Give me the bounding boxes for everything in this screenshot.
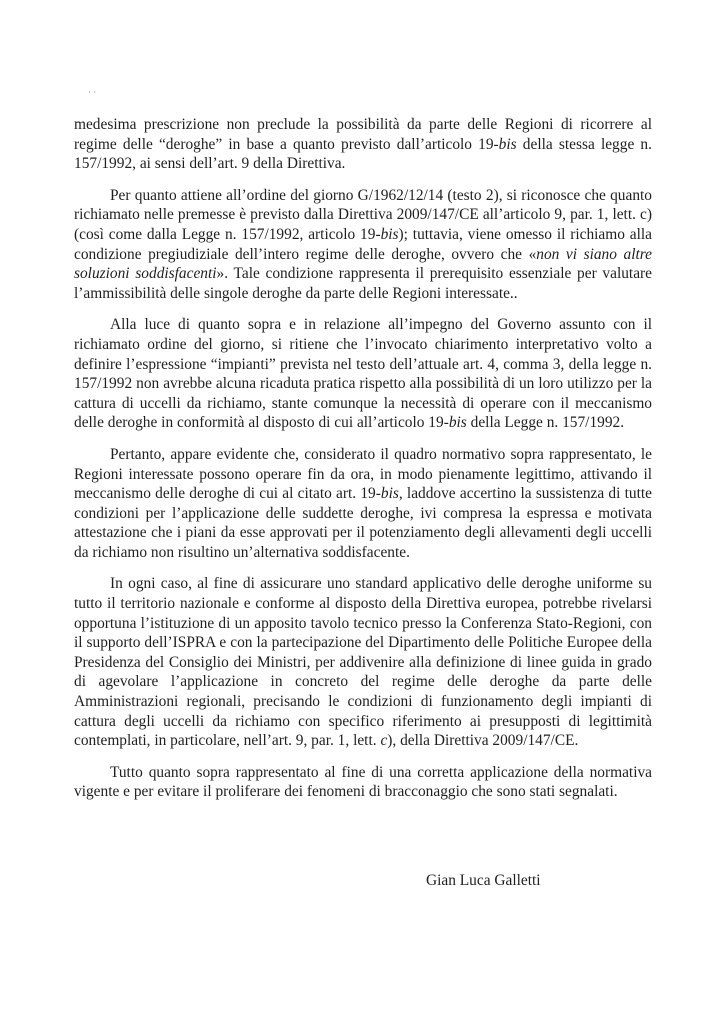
text-run: , laddove accertino la sussistenza di tutte condizioni per l’applicazione delle suddette deroghe, ivi compresa la espressa e motivata attestazione che i piani da esse approvati per il potenziamento degli allevamenti degli uccelli da richiamo non risultino un’alternativa soddisfacente. (74, 485, 652, 561)
paragraph-3 (74, 315, 652, 433)
text-run: della stessa legge n. 157/1992, ai sensi dell’art. 9 della Direttiva. (74, 135, 652, 173)
paragraph-5 (74, 574, 652, 750)
paragraph-1 (74, 115, 652, 174)
signature: Gian Luca Galletti (426, 872, 541, 889)
paragraph-4 (74, 445, 652, 563)
margin-mark: · · (88, 87, 97, 97)
text-run: ), della Direttiva 2009/147/CE. (387, 732, 579, 750)
text-run: Per quanto attiene all’ordine del giorno G/1962/12/14 (testo 2), si riconosce che quanto richiamato nelle premesse è previsto dalla Direttiva 2009/147/CE all’articolo 9, par. 1, lett. c) (così come dalla Legge n. 157/1992, articolo 19- (74, 186, 652, 243)
text-run: Pertanto, appare evidente che, considerato il quadro normativo sopra rappresentato, le Regioni interessate possono operare fin da ora, in modo pienamente legittimo, attivando il meccanismo delle deroghe di cui al citato art. 19- (74, 445, 652, 503)
italic-run: bis (448, 414, 467, 432)
paragraph-2 (74, 186, 652, 304)
italic-run: bis (498, 135, 517, 153)
text-run: Tutto quanto sopra rappresentato al fine di una corretta applicazione della normativa vigente e per evitare il proliferare dei fenomeni di bracconaggio che sono stati segnalati. (74, 763, 652, 801)
italic-run: non vi siano altre soluzioni soddisfacenti (74, 245, 652, 283)
text-run: Alla luce di quanto sopra e in relazione all’impegno del Governo assunto con il richiamato ordine del giorno, si ritiene che l’invocato chiarimento interpretativo volto a definire l’espressione “impianti” prevista nel testo dell’attuale art. 4, comma 3, della legge n. 157/1992 non avrebbe alcuna ricaduta pratica rispetto alla possibilità di un loro utilizzo per la cattura di uccelli da richiamo, stante comunque la necessità di operare con il meccanismo delle deroghe in conformità al disposto di cui all’articolo 19- (74, 316, 652, 432)
text-run: ); tuttavia, viene omesso il richiamo alla condizione pregiudiziale dell’intero regime delle deroghe, ovvero che « (74, 225, 652, 263)
italic-run: bis (380, 485, 399, 503)
text-run: medesima prescrizione non preclude la possibilità da parte delle Regioni di ricorrere al regime delle “deroghe” in base a quanto previsto dall’articolo 19- (74, 116, 652, 153)
text-run: ». Tale condizione rappresenta il prerequisito essenziale per valutare l’ammissibilità delle singole deroghe da parte delle Regioni interessate.. (74, 265, 652, 302)
paragraph-6 (74, 763, 652, 802)
text-run: In ogni caso, al fine di assicurare uno standard applicativo delle deroghe uniforme su tutto il territorio nazionale e conforme al disposto della Direttiva europea, potrebbe rivelarsi opportuna l’istituzione di un apposito tavolo tecnico presso la Conferenza Stato-Regioni, con il supporto dell’ISPRA e con la partecipazione del Dipartimento delle Politiche Europee della Presidenza del Consiglio dei Ministri, per addivenire alla definizione di linee guida in grado di agevolare l’applicazione in concreto del regime delle deroghe da parte delle Amministrazioni regionali, precisando le condizioni di funzionamento degli impianti di cattura degli uccelli da richiamo con specifico riferimento ai presupposti di legittimità contemplati, in particolare, nell’art. 9, par. 1, lett. (74, 575, 652, 750)
document-body (74, 115, 652, 814)
italic-run: bis (380, 225, 399, 243)
text-run: della Legge n. 157/1992. (466, 414, 625, 432)
italic-run: c (380, 732, 388, 750)
